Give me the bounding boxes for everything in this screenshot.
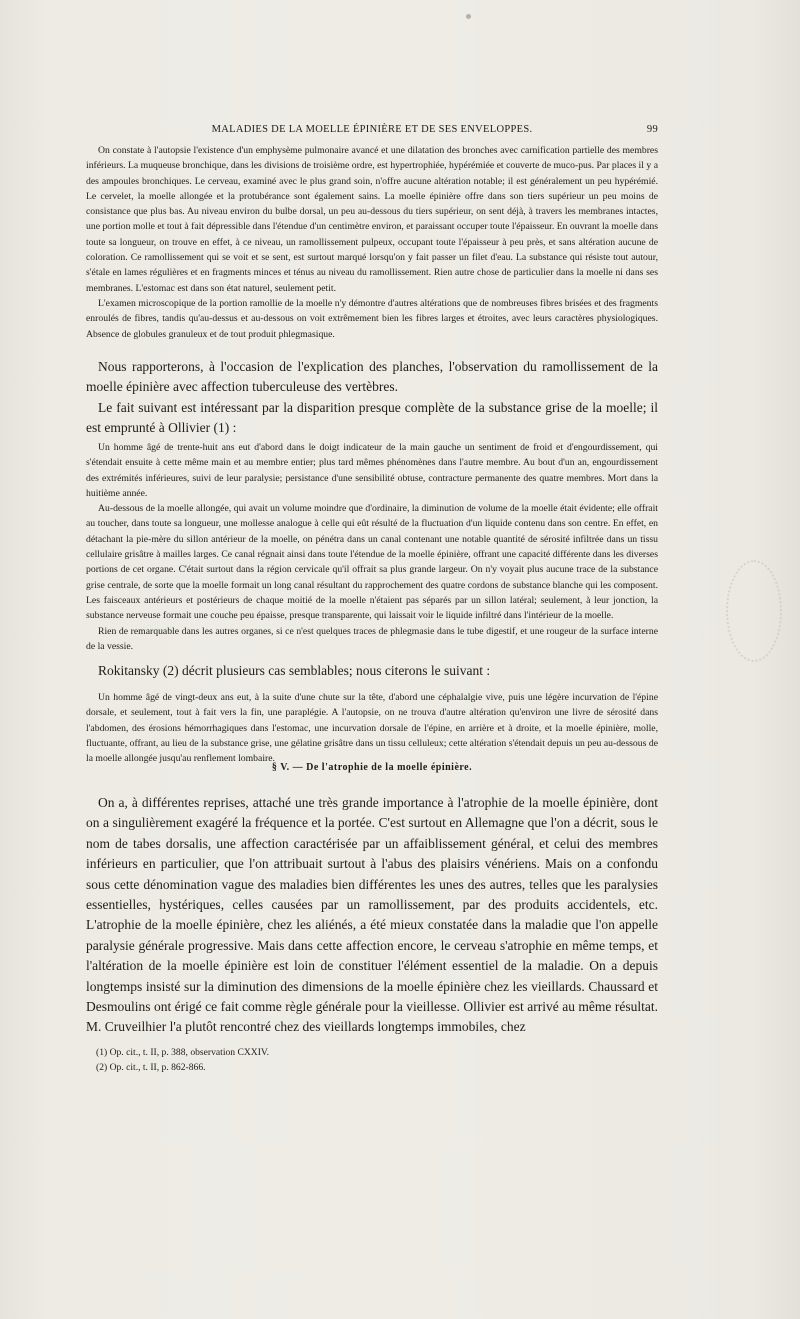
paragraph: L'examen microscopique de la portion ramollie de la moelle n'y démontre d'autres altérations que de nombreuses fibres brisées et des fragments enroulés de fibres, tandis qu'au-dessus et au-dessous on voit extrêmement bien les fibres larges et étroites, avec leurs caractères physiologiques. Absence de globules granuleux et de tout produit phlegmasique. — [86, 297, 658, 340]
paragraph: Rien de remarquable dans les autres organes, si ce n'est quelques traces de phlegmasie dans le tube digestif, et une rougeur de la surface interne de la vessie. — [86, 625, 658, 652]
running-header — [86, 124, 658, 138]
body-text-2 — [86, 661, 658, 681]
body-text-3 — [86, 793, 658, 1038]
paragraph: Un homme âgé de trente-huit ans eut d'abord dans le doigt indicateur de la main gauche un sentiment de froid et d'engourdissement, qui s'étendait ensuite à cette même main et au membre entier; plus tard mêmes phénomènes dans l'autre membre. Au bout d'un an, engourdissement des extrémités inférieures, suivi de leur paralysie; persistance d'une sensibilité obtuse, contracture permanente des quatre membres. Mort dans la huitième année. — [86, 442, 658, 499]
observation-text-3 — [86, 690, 658, 766]
page-speck — [466, 14, 471, 19]
paragraph: Un homme âgé de vingt-deux ans eut, à la suite d'une chute sur la tête, d'abord une céphalalgie vive, puis une légère incurvation de l'épine dorsale, et seulement, tout à fait vers la fin, une paraplégie. A l'autopsie, on ne trouva d'autre altération qu'environ une livre de sérosité dans l'abdomen, des érosions hémorrhagiques dans l'estomac, une incurvation dorsale de l'épine, en arrière et à droite, et la moelle épinière, molle, fluctuante, offrant, au lieu de la substance grise, une gélatine grisâtre dans un tissu celluleux; cette altération s'étendait depuis un peu au-dessous de la moelle allongée jusqu'au renflement lombaire. — [86, 692, 658, 765]
paragraph: Au-dessous de la moelle allongée, qui avait un volume moindre que d'ordinaire, la diminution de volume de la moelle était évidente; elle offrait au toucher, dans toute sa longueur, une mollesse analogue à celle qui eût résulté de la fluctuation d'un liquide contenu dans son centre. En effet, en détachant la pie-mère du sillon antérieur de la moelle, on pénétra dans un canal contenant une notable quantité de sérosité infiltrée dans un tissu cellulaire grisâtre à mailles larges. Ce canal régnait ainsi dans toute l'étendue de la moelle épinière, offrant une capacité différente dans les diverses portions de cet organe. C'était surtout dans la région cervicale qu'il offrait sa plus grande largeur. On n'y voyait plus aucune trace de la substance grise centrale, de sorte que la moelle formait un long canal résultant du rapprochement des quatre cordons de substance blanche qui les composent. Les faisceaux antérieurs et postérieurs de chaque moitié de la moelle n'étaient pas séparés par un sillon latéral; seulement, à leur jonction, la substance nerveuse formait une couche peu épaisse, presque transparente, qui laissait voir le liquide infiltré dans l'intérieur de la moelle. — [86, 503, 658, 622]
body-text-1 — [86, 357, 658, 439]
paragraph: On constate à l'autopsie l'existence d'un emphysème pulmonaire avancé et une dilatation des bronches avec carnification partielle des membres inférieurs. La muqueuse bronchique, dans les divisions de troisième ordre, est hypertrophiée, hypérémiée et couverte de muco-pus. Par places il y a des ampoules bronchiques. Le cerveau, examiné avec le plus grand soin, n'offre aucune altération notable; il est généralement un peu hypérémié. Le cervelet, la moelle allongée et la protubérance sont également sains. La moelle épinière offre dans son tiers supérieur un peu moins de consistance que plus bas. Au niveau environ du bulbe dorsal, un peu au-dessous du tiers supérieur, on sent déjà, à travers les membranes intactes, une portion molle et tout à fait dépressible dans l'étendue d'un centimètre environ, et paraissant occuper toute l'épaisseur. En ouvrant la moelle dans toute sa longueur, on trouve en effet, à ce niveau, un ramollissement pulpeux, occupant toute l'épaisseur à peu près, et sans altération aucune de coloration. Ce ramollissement qui se voit et se sent, est surtout marqué lorsqu'on y fait passer un filet d'eau. La substance qui résiste tout autour, s'étale en lames régulières et en fragments minces et ténus au niveau du ramollissement. Rien autre chose de particulier dans la moelle ni dans ses membranes. L'estomac est dans son état naturel, seulement petit. — [86, 145, 658, 294]
observation-text-2 — [86, 440, 658, 654]
footnote: (1) Op. cit., t. II, p. 388, observation CXXIV. — [96, 1047, 270, 1058]
paragraph: Le fait suivant est intéressant par la disparition presque complète de la substance grise de la moelle; il est emprunté à Ollivier (1) : — [86, 399, 658, 436]
running-title: MALADIES DE LA MOELLE ÉPINIÈRE ET DE SES ENVELOPPES. — [211, 124, 533, 135]
footnotes — [86, 1045, 658, 1075]
library-stamp — [726, 560, 782, 662]
paragraph: Rokitansky (2) décrit plusieurs cas semblables; nous citerons le suivant : — [98, 663, 491, 678]
paragraph: Nous rapporterons, à l'occasion de l'explication des planches, l'observation du ramollissement de la moelle épinière avec affection tuberculeuse des vertèbres. — [86, 359, 658, 395]
observation-text-1 — [86, 143, 658, 342]
page-number: 99 — [646, 124, 658, 135]
section-heading: § V. — De l'atrophie de la moelle épinière. — [271, 762, 473, 773]
paragraph: On a, à différentes reprises, attaché une très grande importance à l'atrophie de la moelle épinière, dont on a singulièrement exagéré la fréquence et la portée. C'est surtout en Allemagne que l'on a décrit, sous le nom de tabes dorsalis, une affection caractérisée par un affaiblissement général, et celui des membres inférieurs en particulier, que l'on attribuait surtout à l'abus des plaisirs vénériens. Mais on a confondu sous cette dénomination vague des maladies bien différentes les unes des autres, telles que les paralysies essentielles, hystériques, celles causées par un ramollissement, par des produits accidentels, etc. L'atrophie de la moelle épinière, chez les aliénés, a été mieux constatée dans la maladie que l'on appelle paralysie générale progressive. Mais dans cette affection encore, le cerveau s'atrophie en même temps, et l'altération de la moelle épinière est loin de constituer l'élément essentiel de la maladie. On a depuis longtemps insisté sur la diminution des dimensions de la moelle épinière chez les vieillards. Chaussard et Desmoulins ont érigé ce fait comme règle générale pour la vieillesse. Ollivier est arrivé au même résultat. M. Cruveilhier l'a plutôt rencontré chez des vieillards longtemps immobiles, chez — [86, 795, 658, 1035]
footnote: (2) Op. cit., t. II, p. 862-866. — [96, 1062, 206, 1073]
